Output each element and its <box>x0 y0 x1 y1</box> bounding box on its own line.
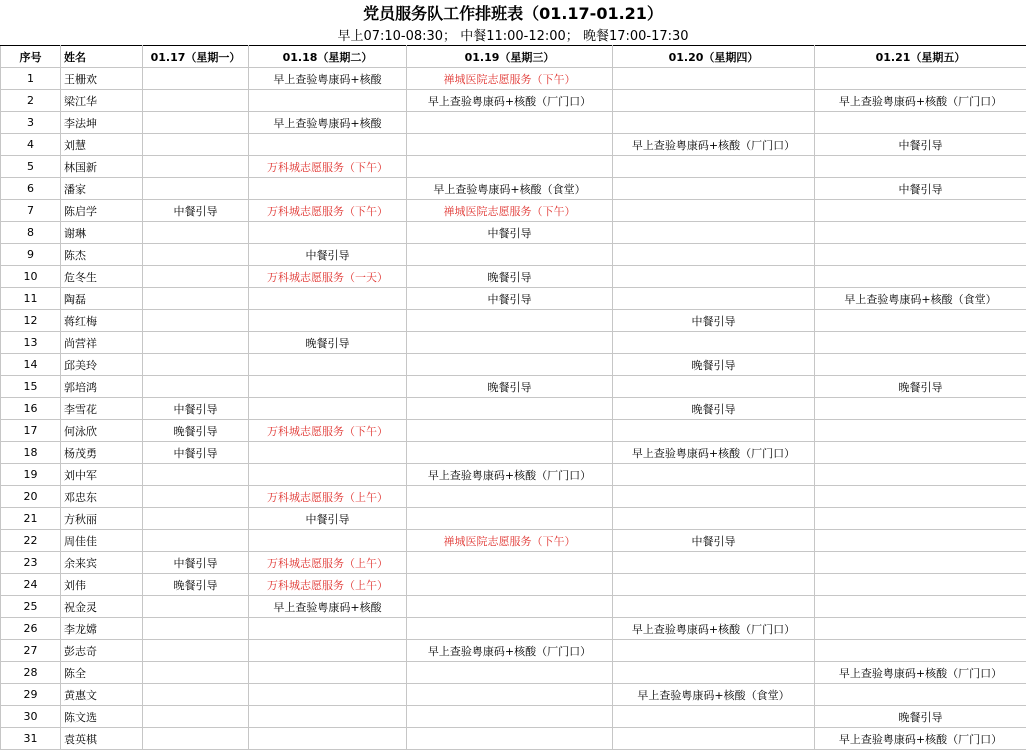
duty-cell-day5[interactable] <box>815 222 1026 244</box>
duty-cell-day2[interactable]: 万科城志愿服务（下午） <box>249 200 407 222</box>
table-row <box>1 530 1026 552</box>
duty-cell-day1[interactable]: 中餐引导 <box>143 398 249 420</box>
row-number-cell[interactable]: 26 <box>1 618 61 640</box>
table-row <box>1 596 1026 618</box>
duty-cell-day4[interactable] <box>613 376 815 398</box>
row-number-cell[interactable]: 23 <box>1 552 61 574</box>
duty-cell-day2[interactable] <box>249 728 407 750</box>
duty-cell-day5[interactable] <box>815 596 1026 618</box>
duty-cell-day1[interactable]: 晚餐引导 <box>143 574 249 596</box>
table-row <box>1 376 1026 398</box>
name-cell[interactable]: 余来宾 <box>61 552 143 574</box>
header-cell-name[interactable]: 姓名 <box>61 46 143 68</box>
duty-cell-day3[interactable] <box>407 662 613 684</box>
table-row <box>1 398 1026 420</box>
header-cell-day3[interactable]: 01.19（星期三） <box>407 46 613 68</box>
name-cell[interactable]: 陶磊 <box>61 288 143 310</box>
duty-cell-day2[interactable] <box>249 706 407 728</box>
row-number-cell[interactable]: 11 <box>1 288 61 310</box>
duty-cell-day2[interactable] <box>249 684 407 706</box>
duty-cell-day4[interactable] <box>613 200 815 222</box>
name-cell[interactable]: 尚营祥 <box>61 332 143 354</box>
duty-cell-day2[interactable]: 早上查验粤康码+核酸 <box>249 112 407 134</box>
sheet-title: 党员服务队工作排班表（01.17-01.21） <box>0 0 1026 28</box>
table-row <box>1 288 1026 310</box>
duty-cell-day5[interactable]: 晚餐引导 <box>815 376 1026 398</box>
name-cell[interactable]: 郭培鸿 <box>61 376 143 398</box>
duty-cell-day1[interactable] <box>143 90 249 112</box>
name-cell[interactable]: 李雪花 <box>61 398 143 420</box>
name-cell[interactable]: 祝金灵 <box>61 596 143 618</box>
table-row <box>1 244 1026 266</box>
duty-cell-day1[interactable] <box>143 640 249 662</box>
duty-cell-day3[interactable] <box>407 618 613 640</box>
row-number-cell[interactable]: 15 <box>1 376 61 398</box>
name-cell[interactable]: 陈文选 <box>61 706 143 728</box>
row-number-cell[interactable]: 7 <box>1 200 61 222</box>
duty-cell-day5[interactable] <box>815 420 1026 442</box>
duty-cell-day2[interactable]: 万科城志愿服务（下午） <box>249 156 407 178</box>
duty-cell-day1[interactable] <box>143 684 249 706</box>
duty-cell-day4[interactable] <box>613 420 815 442</box>
duty-cell-day4[interactable] <box>613 574 815 596</box>
duty-cell-day1[interactable] <box>143 222 249 244</box>
table-row <box>1 112 1026 134</box>
duty-cell-day1[interactable] <box>143 266 249 288</box>
duty-cell-day1[interactable] <box>143 662 249 684</box>
duty-cell-day2[interactable]: 万科城志愿服务（下午） <box>249 420 407 442</box>
duty-cell-day3[interactable] <box>407 354 613 376</box>
duty-cell-day4[interactable] <box>613 662 815 684</box>
duty-cell-day5[interactable] <box>815 310 1026 332</box>
table-row <box>1 662 1026 684</box>
duty-cell-day5[interactable] <box>815 398 1026 420</box>
duty-cell-day1[interactable] <box>143 596 249 618</box>
name-cell[interactable]: 谢琳 <box>61 222 143 244</box>
table-row <box>1 90 1026 112</box>
duty-cell-day3[interactable] <box>407 156 613 178</box>
duty-cell-day1[interactable] <box>143 354 249 376</box>
row-number-cell[interactable]: 13 <box>1 332 61 354</box>
duty-cell-day5[interactable]: 早上查验粤康码+核酸（厂门口） <box>815 662 1026 684</box>
row-number-cell[interactable]: 21 <box>1 508 61 530</box>
duty-cell-day4[interactable] <box>613 464 815 486</box>
duty-cell-day2[interactable] <box>249 640 407 662</box>
duty-cell-day3[interactable] <box>407 134 613 156</box>
duty-cell-day3[interactable] <box>407 706 613 728</box>
duty-cell-day4[interactable]: 早上查验粤康码+核酸（食堂） <box>613 684 815 706</box>
table-row <box>1 728 1026 750</box>
row-number-cell[interactable]: 28 <box>1 662 61 684</box>
duty-cell-day2[interactable]: 万科城志愿服务（上午） <box>249 552 407 574</box>
table-row <box>1 640 1026 662</box>
duty-cell-day5[interactable]: 早上查验粤康码+核酸（厂门口） <box>815 90 1026 112</box>
duty-cell-day4[interactable] <box>613 90 815 112</box>
name-cell[interactable]: 黄惠文 <box>61 684 143 706</box>
duty-cell-day3[interactable] <box>407 310 613 332</box>
duty-cell-day1[interactable] <box>143 530 249 552</box>
duty-cell-day1[interactable] <box>143 134 249 156</box>
duty-cell-day4[interactable]: 晚餐引导 <box>613 354 815 376</box>
duty-cell-day2[interactable] <box>249 288 407 310</box>
duty-cell-day4[interactable] <box>613 156 815 178</box>
table-row <box>1 574 1026 596</box>
duty-cell-day3[interactable]: 禅城医院志愿服务（下午） <box>407 530 613 552</box>
duty-cell-day4[interactable] <box>613 706 815 728</box>
duty-cell-day3[interactable] <box>407 244 613 266</box>
table-row <box>1 266 1026 288</box>
duty-cell-day3[interactable] <box>407 442 613 464</box>
name-cell[interactable]: 李龙嫦 <box>61 618 143 640</box>
row-number-cell[interactable]: 19 <box>1 464 61 486</box>
header-cell-day5[interactable]: 01.21（星期五） <box>815 46 1026 68</box>
duty-cell-day4[interactable] <box>613 332 815 354</box>
name-cell[interactable]: 陈杰 <box>61 244 143 266</box>
name-cell[interactable]: 杨茂勇 <box>61 442 143 464</box>
name-cell[interactable]: 潘家 <box>61 178 143 200</box>
name-cell[interactable]: 李法坤 <box>61 112 143 134</box>
row-number-cell[interactable]: 12 <box>1 310 61 332</box>
duty-cell-day4[interactable] <box>613 508 815 530</box>
header-row <box>1 46 1026 68</box>
duty-cell-day3[interactable]: 中餐引导 <box>407 222 613 244</box>
row-number-cell[interactable]: 31 <box>1 728 61 750</box>
duty-cell-day5[interactable] <box>815 574 1026 596</box>
duty-cell-day2[interactable] <box>249 530 407 552</box>
row-number-cell[interactable]: 9 <box>1 244 61 266</box>
table-row <box>1 618 1026 640</box>
duty-cell-day5[interactable] <box>815 530 1026 552</box>
row-number-cell[interactable]: 27 <box>1 640 61 662</box>
duty-cell-day3[interactable]: 早上查验粤康码+核酸（厂门口） <box>407 90 613 112</box>
schedule-table <box>0 45 1026 750</box>
duty-cell-day2[interactable] <box>249 178 407 200</box>
row-number-cell[interactable]: 1 <box>1 68 61 90</box>
duty-cell-day3[interactable] <box>407 398 613 420</box>
duty-cell-day2[interactable]: 万科城志愿服务（一天） <box>249 266 407 288</box>
duty-cell-day1[interactable] <box>143 288 249 310</box>
row-number-cell[interactable]: 30 <box>1 706 61 728</box>
name-cell[interactable]: 邓忠东 <box>61 486 143 508</box>
duty-cell-day2[interactable]: 中餐引导 <box>249 508 407 530</box>
duty-cell-day2[interactable] <box>249 222 407 244</box>
duty-cell-day3[interactable] <box>407 728 613 750</box>
duty-cell-day2[interactable] <box>249 354 407 376</box>
table-row <box>1 508 1026 530</box>
duty-cell-day1[interactable] <box>143 156 249 178</box>
duty-cell-day5[interactable] <box>815 200 1026 222</box>
duty-cell-day4[interactable]: 早上查验粤康码+核酸（厂门口） <box>613 442 815 464</box>
duty-cell-day4[interactable]: 中餐引导 <box>613 530 815 552</box>
row-number-cell[interactable]: 5 <box>1 156 61 178</box>
duty-cell-day3[interactable]: 早上查验粤康码+核酸（食堂） <box>407 178 613 200</box>
table-row <box>1 464 1026 486</box>
row-number-cell[interactable]: 25 <box>1 596 61 618</box>
duty-cell-day5[interactable] <box>815 332 1026 354</box>
duty-cell-day1[interactable] <box>143 68 249 90</box>
duty-cell-day4[interactable] <box>613 178 815 200</box>
duty-cell-day3[interactable]: 禅城医院志愿服务（下午） <box>407 68 613 90</box>
duty-cell-day3[interactable] <box>407 684 613 706</box>
duty-cell-day3[interactable] <box>407 552 613 574</box>
duty-cell-day2[interactable] <box>249 90 407 112</box>
duty-cell-day5[interactable]: 早上查验粤康码+核酸（厂门口） <box>815 728 1026 750</box>
table-row <box>1 156 1026 178</box>
row-number-cell[interactable]: 29 <box>1 684 61 706</box>
duty-cell-day3[interactable]: 晚餐引导 <box>407 266 613 288</box>
name-cell[interactable]: 梁江华 <box>61 90 143 112</box>
name-cell[interactable]: 彭志奇 <box>61 640 143 662</box>
name-cell[interactable]: 危冬生 <box>61 266 143 288</box>
table-row <box>1 486 1026 508</box>
duty-cell-day5[interactable] <box>815 640 1026 662</box>
duty-cell-day5[interactable] <box>815 266 1026 288</box>
name-cell[interactable]: 陈启学 <box>61 200 143 222</box>
name-cell[interactable]: 何泳欣 <box>61 420 143 442</box>
row-number-cell[interactable]: 3 <box>1 112 61 134</box>
duty-cell-day2[interactable]: 晚餐引导 <box>249 332 407 354</box>
duty-cell-day5[interactable] <box>815 486 1026 508</box>
duty-cell-day4[interactable]: 晚餐引导 <box>613 398 815 420</box>
duty-cell-day5[interactable] <box>815 112 1026 134</box>
row-number-cell[interactable]: 2 <box>1 90 61 112</box>
name-cell[interactable]: 蒋红梅 <box>61 310 143 332</box>
duty-cell-day5[interactable]: 晚餐引导 <box>815 706 1026 728</box>
duty-cell-day2[interactable] <box>249 464 407 486</box>
table-row <box>1 420 1026 442</box>
duty-cell-day1[interactable] <box>143 310 249 332</box>
table-row <box>1 552 1026 574</box>
name-cell[interactable]: 陈全 <box>61 662 143 684</box>
duty-cell-day1[interactable] <box>143 508 249 530</box>
duty-cell-day4[interactable] <box>613 640 815 662</box>
duty-cell-day4[interactable] <box>613 68 815 90</box>
row-number-cell[interactable]: 14 <box>1 354 61 376</box>
name-cell[interactable]: 刘慧 <box>61 134 143 156</box>
duty-cell-day3[interactable] <box>407 420 613 442</box>
duty-cell-day3[interactable] <box>407 596 613 618</box>
duty-cell-day3[interactable] <box>407 574 613 596</box>
name-cell[interactable]: 邱美玲 <box>61 354 143 376</box>
duty-cell-day3[interactable] <box>407 112 613 134</box>
row-number-cell[interactable]: 4 <box>1 134 61 156</box>
table-row <box>1 332 1026 354</box>
name-cell[interactable]: 袁英棋 <box>61 728 143 750</box>
table-row <box>1 354 1026 376</box>
duty-cell-day3[interactable]: 早上查验粤康码+核酸（厂门口） <box>407 640 613 662</box>
duty-cell-day3[interactable]: 禅城医院志愿服务（下午） <box>407 200 613 222</box>
duty-cell-day4[interactable] <box>613 112 815 134</box>
duty-cell-day3[interactable]: 中餐引导 <box>407 288 613 310</box>
duty-cell-day1[interactable]: 中餐引导 <box>143 552 249 574</box>
duty-cell-day5[interactable] <box>815 442 1026 464</box>
table-row <box>1 310 1026 332</box>
duty-cell-day2[interactable] <box>249 134 407 156</box>
duty-cell-day4[interactable] <box>613 728 815 750</box>
table-row <box>1 222 1026 244</box>
row-number-cell[interactable]: 6 <box>1 178 61 200</box>
duty-cell-day4[interactable] <box>613 266 815 288</box>
duty-cell-day2[interactable]: 中餐引导 <box>249 244 407 266</box>
duty-cell-day4[interactable]: 早上查验粤康码+核酸（厂门口） <box>613 618 815 640</box>
name-cell[interactable]: 刘中军 <box>61 464 143 486</box>
duty-cell-day2[interactable]: 万科城志愿服务（上午） <box>249 574 407 596</box>
name-cell[interactable]: 王栅欢 <box>61 68 143 90</box>
header-cell-no[interactable]: 序号 <box>1 46 61 68</box>
duty-cell-day5[interactable]: 中餐引导 <box>815 178 1026 200</box>
duty-cell-day4[interactable] <box>613 486 815 508</box>
table-row <box>1 68 1026 90</box>
duty-cell-day3[interactable] <box>407 486 613 508</box>
table-row <box>1 178 1026 200</box>
header-cell-day4[interactable]: 01.20（星期四） <box>613 46 815 68</box>
row-number-cell[interactable]: 22 <box>1 530 61 552</box>
sheet-subtitle: 早上07:10-08:30； 中餐11:00-12:00； 晚餐17:00-17:30 <box>0 28 1026 45</box>
schedule-body <box>1 68 1026 750</box>
row-number-cell[interactable]: 17 <box>1 420 61 442</box>
row-number-cell[interactable]: 20 <box>1 486 61 508</box>
header-cell-day1[interactable]: 01.17（星期一） <box>143 46 249 68</box>
duty-cell-day1[interactable] <box>143 618 249 640</box>
row-number-cell[interactable]: 10 <box>1 266 61 288</box>
duty-cell-day2[interactable]: 早上查验粤康码+核酸 <box>249 596 407 618</box>
duty-cell-day5[interactable]: 早上查验粤康码+核酸（食堂） <box>815 288 1026 310</box>
duty-cell-day4[interactable] <box>613 288 815 310</box>
duty-cell-day1[interactable] <box>143 178 249 200</box>
duty-cell-day5[interactable] <box>815 508 1026 530</box>
duty-cell-day2[interactable]: 万科城志愿服务（上午） <box>249 486 407 508</box>
row-number-cell[interactable]: 8 <box>1 222 61 244</box>
duty-cell-day2[interactable] <box>249 310 407 332</box>
duty-cell-day5[interactable] <box>815 552 1026 574</box>
duty-cell-day5[interactable]: 中餐引导 <box>815 134 1026 156</box>
table-row <box>1 442 1026 464</box>
duty-cell-day1[interactable]: 中餐引导 <box>143 442 249 464</box>
duty-cell-day5[interactable] <box>815 244 1026 266</box>
duty-cell-day2[interactable] <box>249 398 407 420</box>
duty-cell-day1[interactable] <box>143 728 249 750</box>
duty-cell-day5[interactable] <box>815 464 1026 486</box>
duty-cell-day4[interactable] <box>613 244 815 266</box>
duty-cell-day4[interactable]: 早上查验粤康码+核酸（厂门口） <box>613 134 815 156</box>
duty-cell-day3[interactable]: 早上查验粤康码+核酸（厂门口） <box>407 464 613 486</box>
duty-cell-day1[interactable] <box>143 464 249 486</box>
duty-cell-day1[interactable] <box>143 376 249 398</box>
duty-cell-day5[interactable] <box>815 68 1026 90</box>
table-row <box>1 134 1026 156</box>
duty-cell-day3[interactable] <box>407 332 613 354</box>
duty-cell-day2[interactable] <box>249 376 407 398</box>
duty-cell-day2[interactable] <box>249 442 407 464</box>
row-number-cell[interactable]: 16 <box>1 398 61 420</box>
duty-cell-day4[interactable] <box>613 596 815 618</box>
duty-cell-day1[interactable] <box>143 706 249 728</box>
duty-cell-day3[interactable]: 晚餐引导 <box>407 376 613 398</box>
duty-cell-day4[interactable] <box>613 552 815 574</box>
duty-cell-day1[interactable] <box>143 112 249 134</box>
name-cell[interactable]: 周佳佳 <box>61 530 143 552</box>
duty-cell-day3[interactable] <box>407 508 613 530</box>
name-cell[interactable]: 方秋丽 <box>61 508 143 530</box>
duty-cell-day5[interactable] <box>815 618 1026 640</box>
duty-cell-day2[interactable]: 早上查验粤康码+核酸 <box>249 68 407 90</box>
duty-cell-day1[interactable] <box>143 244 249 266</box>
duty-cell-day1[interactable]: 中餐引导 <box>143 200 249 222</box>
header-cell-day2[interactable]: 01.18（星期二） <box>249 46 407 68</box>
name-cell[interactable]: 刘伟 <box>61 574 143 596</box>
duty-cell-day5[interactable] <box>815 156 1026 178</box>
duty-cell-day2[interactable] <box>249 618 407 640</box>
duty-cell-day2[interactable] <box>249 662 407 684</box>
row-number-cell[interactable]: 24 <box>1 574 61 596</box>
duty-cell-day1[interactable] <box>143 486 249 508</box>
duty-cell-day1[interactable] <box>143 332 249 354</box>
row-number-cell[interactable]: 18 <box>1 442 61 464</box>
table-row <box>1 684 1026 706</box>
table-row <box>1 706 1026 728</box>
duty-cell-day5[interactable] <box>815 684 1026 706</box>
duty-cell-day1[interactable]: 晚餐引导 <box>143 420 249 442</box>
name-cell[interactable]: 林国新 <box>61 156 143 178</box>
duty-cell-day4[interactable]: 中餐引导 <box>613 310 815 332</box>
duty-cell-day5[interactable] <box>815 354 1026 376</box>
duty-cell-day4[interactable] <box>613 222 815 244</box>
table-row <box>1 200 1026 222</box>
